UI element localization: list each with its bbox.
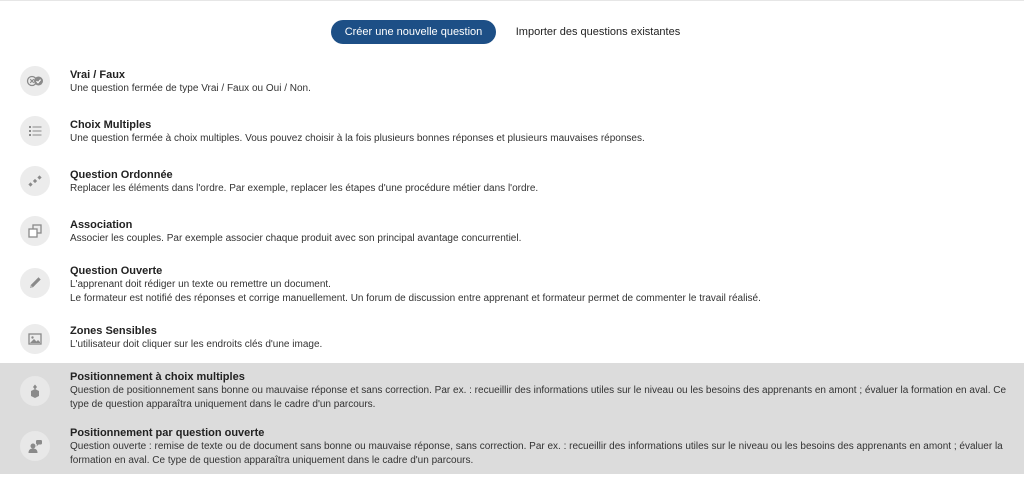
question-type-open[interactable] — [0, 260, 1024, 318]
question-type-description: Question de positionnement sans bonne ou mauvaise réponse et sans correction. Par ex. : recueillir des informations utiles sur le niveau ou les besoins des apprenants en amont ; évaluer la formation en aval. Ce — [70, 385, 1007, 396]
question-type-title: Question Ordonnée — [70, 169, 173, 181]
association-icon — [20, 216, 50, 246]
list-icon — [20, 116, 50, 146]
question-type-title: Positionnement à choix multiples — [70, 371, 245, 383]
question-type-multiple-choice[interactable] — [0, 110, 1024, 158]
question-type-description: type de question apparaîtra uniquement dans le cadre d'un parcours. — [70, 399, 376, 410]
question-type-title: Zones Sensibles — [70, 325, 157, 337]
question-type-description: Une question fermée à choix multiples. Vous pouvez choisir à la fois plusieurs bonnes réponses et plusieurs mauvaises réponses. — [70, 133, 645, 144]
question-type-positioning-choice[interactable] — [0, 363, 1024, 419]
question-type-title: Choix Multiples — [70, 119, 152, 131]
question-type-description: L'utilisateur doit cliquer sur les endroits clés d'une image. — [70, 339, 323, 350]
question-type-title: Vrai / Faux — [70, 69, 126, 81]
sort-icon — [20, 166, 50, 196]
question-type-description: Le formateur est notifié des réponses et corrige manuellement. Un forum de discussion entre apprenant et formateur permet de commenter le travail réalisé. — [70, 293, 761, 304]
question-type-description: Une question fermée de type Vrai / Faux ou Oui / Non. — [70, 83, 311, 94]
question-type-positioning-open[interactable] — [0, 419, 1024, 474]
question-type-description: Replacer les éléments dans l'ordre. Par exemple, replacer les étapes d'une procédure métier dans l'ordre. — [70, 183, 539, 194]
import-questions-tab[interactable]: Importer des questions existantes — [515, 26, 681, 38]
question-type-description: formation en aval. Ce type de question apparaîtra uniquement dans le cadre d'un parcours. — [70, 455, 474, 466]
positioning-open-icon — [20, 431, 50, 461]
question-type-true-false[interactable] — [0, 60, 1024, 108]
true-false-icon — [20, 66, 50, 96]
question-tabs — [0, 20, 1024, 44]
question-type-description: Question ouverte : remise de texte ou de document sans bonne ou mauvaise réponse, sans correction. Par ex. : recueillir des informations utiles sur le niveau ou les besoins des apprenants en amont ; évaluer la — [70, 441, 1003, 452]
positioning-choice-icon — [20, 376, 50, 406]
create-question-tab[interactable]: Créer une nouvelle question — [331, 20, 496, 44]
question-type-title: Question Ouverte — [70, 265, 163, 277]
question-type-hotspot[interactable] — [0, 320, 1024, 362]
pencil-icon — [20, 268, 50, 298]
top-border — [0, 0, 1024, 1]
question-type-description: Associer les couples. Par exemple associer chaque produit avec son principal avantage concurrentiel. — [70, 233, 522, 244]
image-icon — [20, 324, 50, 354]
question-type-association[interactable] — [0, 210, 1024, 258]
question-type-description: L'apprenant doit rédiger un texte ou remettre un document. — [70, 279, 331, 290]
question-type-title: Association — [70, 219, 133, 231]
question-type-ordered[interactable] — [0, 160, 1024, 208]
question-type-title: Positionnement par question ouverte — [70, 427, 265, 439]
